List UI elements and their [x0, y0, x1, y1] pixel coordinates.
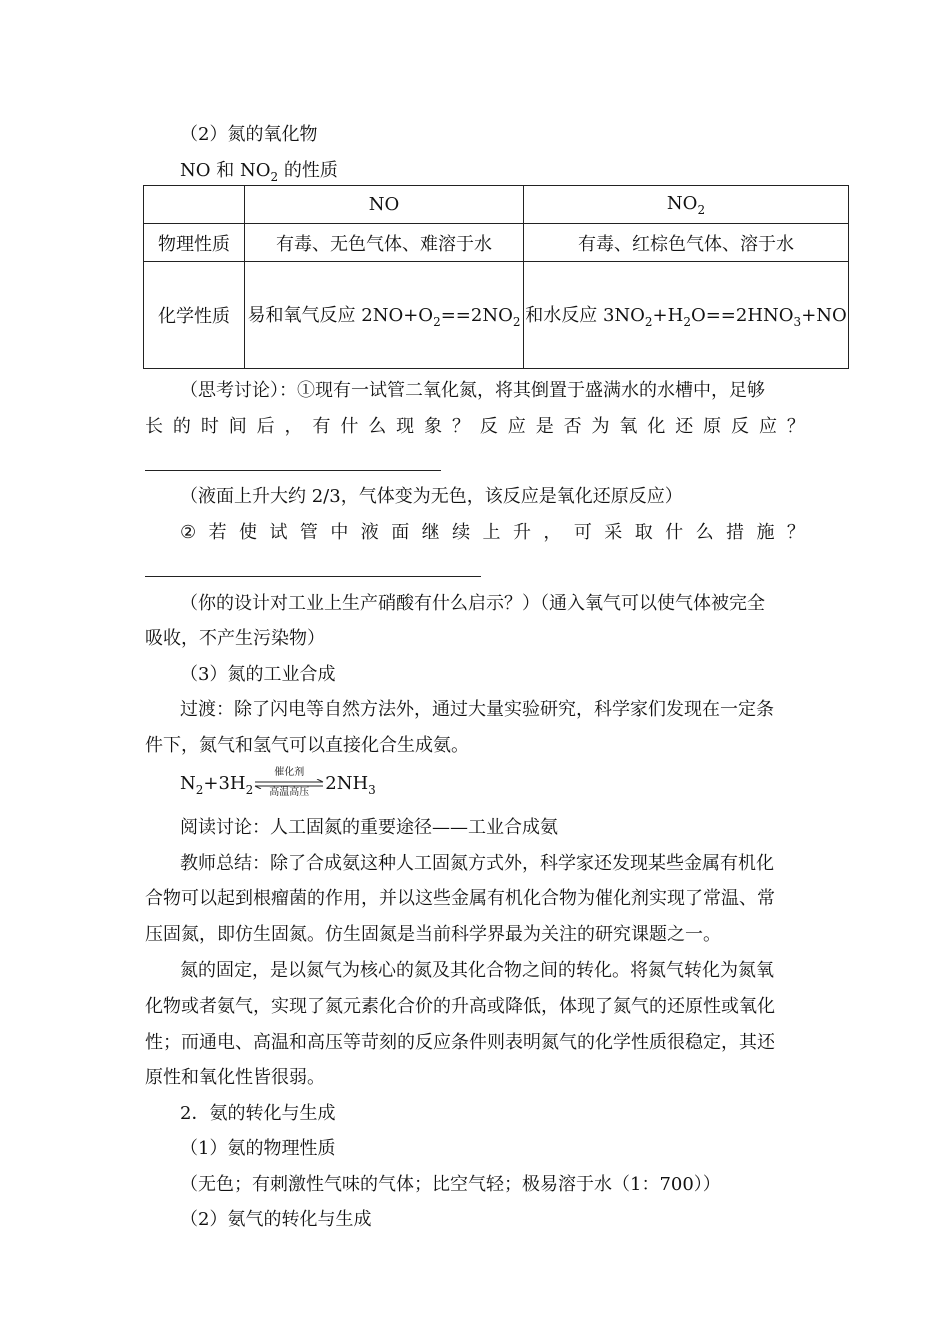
discuss1_line2_chars-char: 么 [368, 416, 387, 437]
cell-chemical-no: 易和氧气反应 $2NO+O_2==2NO_2$ [245, 262, 524, 369]
inspiration-text: （你的设计对工业上生产硝酸有什么启示？）（通入氧气可以使气体被完全 [180, 593, 765, 614]
discuss1_line2_chars-char: 是 [535, 416, 554, 437]
discuss1_line2_chars-char: 现 [396, 416, 415, 437]
discuss2_chars-char: 续 [452, 522, 471, 543]
oxides-property-table [143, 185, 849, 369]
discuss1_line2_chars-char: 反 [731, 416, 750, 437]
discuss2_chars-char: 采 [604, 522, 623, 543]
discuss2_chars-char: 中 [330, 522, 349, 543]
ammonia-heading: 2．氨的转化与生成 [180, 1103, 336, 1124]
oxides-heading: （2）氮的氧化物 [180, 124, 318, 145]
discussion-question-2 [180, 520, 805, 546]
discuss2_chars-char: 液 [360, 522, 379, 543]
row-label-physical: 物理性质 [144, 224, 245, 262]
table-row-chemical [144, 262, 849, 369]
discuss2_chars-char: ， [543, 522, 562, 543]
discuss1_line2_chars-char: 什 [340, 416, 359, 437]
physical-properties-heading: （1）氨的物理性质 [180, 1138, 336, 1159]
nitrogen-fixation-text-cont-3: 原性和氧化性皆很弱。 [145, 1067, 325, 1088]
discuss2_chars-char: 升 [512, 522, 531, 543]
discuss1_line2_chars-char: 化 [647, 416, 666, 437]
inspiration-text-cont: 吸收，不产生污染物） [145, 628, 325, 649]
table-corner-cell [144, 186, 245, 224]
catalyst-label: 催化剂 [274, 767, 305, 778]
table-row-physical [144, 224, 849, 262]
answer-1: （液面上升大约 2/3，气体变为无色，该反应是氧化还原反应） [180, 486, 683, 507]
table-header-row [144, 186, 849, 224]
discuss1_line2_chars-char: 的 [172, 416, 191, 437]
condition-label: 高温高压 [269, 787, 310, 798]
discuss1_line2_chars-char: 有 [312, 416, 331, 437]
teacher-summary-cont-2: 压固氮，即仿生固氮。仿生固氮是当前科学界最为关注的研究课题之一。 [145, 924, 721, 945]
discuss1_line2_chars-char: 氧 [619, 416, 638, 437]
discuss1_line2_chars-char: ？ [451, 416, 470, 437]
transition-text: 过渡：除了闪电等自然方法外，通过大量实验研究，科学家们发现在一定条 [180, 699, 774, 720]
discuss2_chars-char: 措 [726, 522, 745, 543]
discuss1_line2_chars-char: 否 [563, 416, 582, 437]
discuss1_line2_chars-char: ， [284, 416, 303, 437]
synthesis-equation: $N_2+3H_2$ 催化剂 高温高压 $2NH_3$ [180, 767, 376, 798]
cell-physical-no: 有毒、无色气体、难溶于水 [245, 224, 524, 262]
reversible-arrow [253, 767, 325, 798]
discuss2_chars-char: 上 [482, 522, 501, 543]
discuss1_line2_chars-char: 后 [256, 416, 275, 437]
physical-properties-answer: （无色；有刺激性气味的气体；比空气轻；极易溶于水（1：700）） [180, 1174, 721, 1195]
discuss1_line2_chars-char: ？ [786, 416, 805, 437]
answer-blank-1 [145, 470, 441, 471]
discuss2_chars-char: 面 [391, 522, 410, 543]
discuss2_chars-char: 使 [239, 522, 258, 543]
conversion-heading: （2）氨气的转化与生成 [180, 1209, 372, 1230]
discuss2_chars-char: ② [180, 522, 197, 543]
row-label-chemical: 化学性质 [144, 262, 245, 369]
discuss1_line2_chars-char: 间 [228, 416, 247, 437]
nitrogen-fixation-text-cont-2: 性；而通电、高温和高压等苛刻的反应条件则表明氮气的化学性质很稳定，其还 [145, 1032, 775, 1053]
discuss2_chars-char: 取 [634, 522, 653, 543]
header-no2: $NO_2$ [524, 186, 849, 224]
discuss1_line2_chars-char: 象 [424, 416, 443, 437]
reading-discussion: 阅读讨论：人工固氮的重要途径——工业合成氨 [180, 817, 558, 838]
discuss1_line2_chars-char: 为 [591, 416, 610, 437]
discussion-question-1: （思考讨论）：①现有一试管二氧化氮，将其倒置于盛满水的水槽中，足够 [180, 380, 765, 401]
discuss2_chars-char: 试 [269, 522, 288, 543]
answer-blank-2 [145, 576, 481, 577]
oxides-subheading: NO 和 $NO_2$ 的性质 [180, 160, 338, 184]
discuss1_line2_chars-char: 应 [507, 416, 526, 437]
discuss2_chars-char: 施 [756, 522, 775, 543]
discussion-question-1-cont [145, 414, 805, 440]
discuss1_line2_chars-char: 长 [145, 416, 163, 437]
discuss2_chars-char: 什 [665, 522, 684, 543]
nitrogen-fixation-text: 氮的固定，是以氮气为核心的氮及其化合物之间的转化。将氮气转化为氮氧 [180, 960, 774, 981]
discuss1_line2_chars-char: 反 [479, 416, 498, 437]
discuss2_chars-char: ？ [786, 522, 805, 543]
discuss1_line2_chars-char: 还 [675, 416, 694, 437]
header-no: NO [245, 186, 524, 224]
discuss1_line2_chars-char: 时 [200, 416, 219, 437]
teacher-summary-cont-1: 合物可以起到根瘤菌的作用，并以这些金属有机化合物为催化剂实现了常温、常 [145, 888, 775, 909]
discuss2_chars-char: 管 [299, 522, 318, 543]
synthesis-heading: （3）氮的工业合成 [180, 664, 336, 685]
discuss2_chars-char: 若 [208, 522, 227, 543]
discuss1_line2_chars-char: 原 [703, 416, 722, 437]
discuss2_chars-char: 继 [421, 522, 440, 543]
cell-chemical-no2: 和水反应 $3NO_2+H_2O==2HNO_3+NO$ [524, 262, 849, 369]
cell-physical-no2: 有毒、红棕色气体、溶于水 [524, 224, 849, 262]
discuss2_chars-char: 么 [695, 522, 714, 543]
transition-text-cont: 件下，氮气和氢气可以直接化合生成氨。 [145, 735, 469, 756]
discuss1_line2_chars-char: 应 [758, 416, 777, 437]
nitrogen-fixation-text-cont-1: 化物或者氨气，实现了氮元素化合价的升高或降低，体现了氮气的还原性或氧化 [145, 996, 775, 1017]
teacher-summary: 教师总结：除了合成氨这种人工固氮方式外，科学家还发现某些金属有机化 [180, 853, 774, 874]
discuss2_chars-char: 可 [573, 522, 592, 543]
